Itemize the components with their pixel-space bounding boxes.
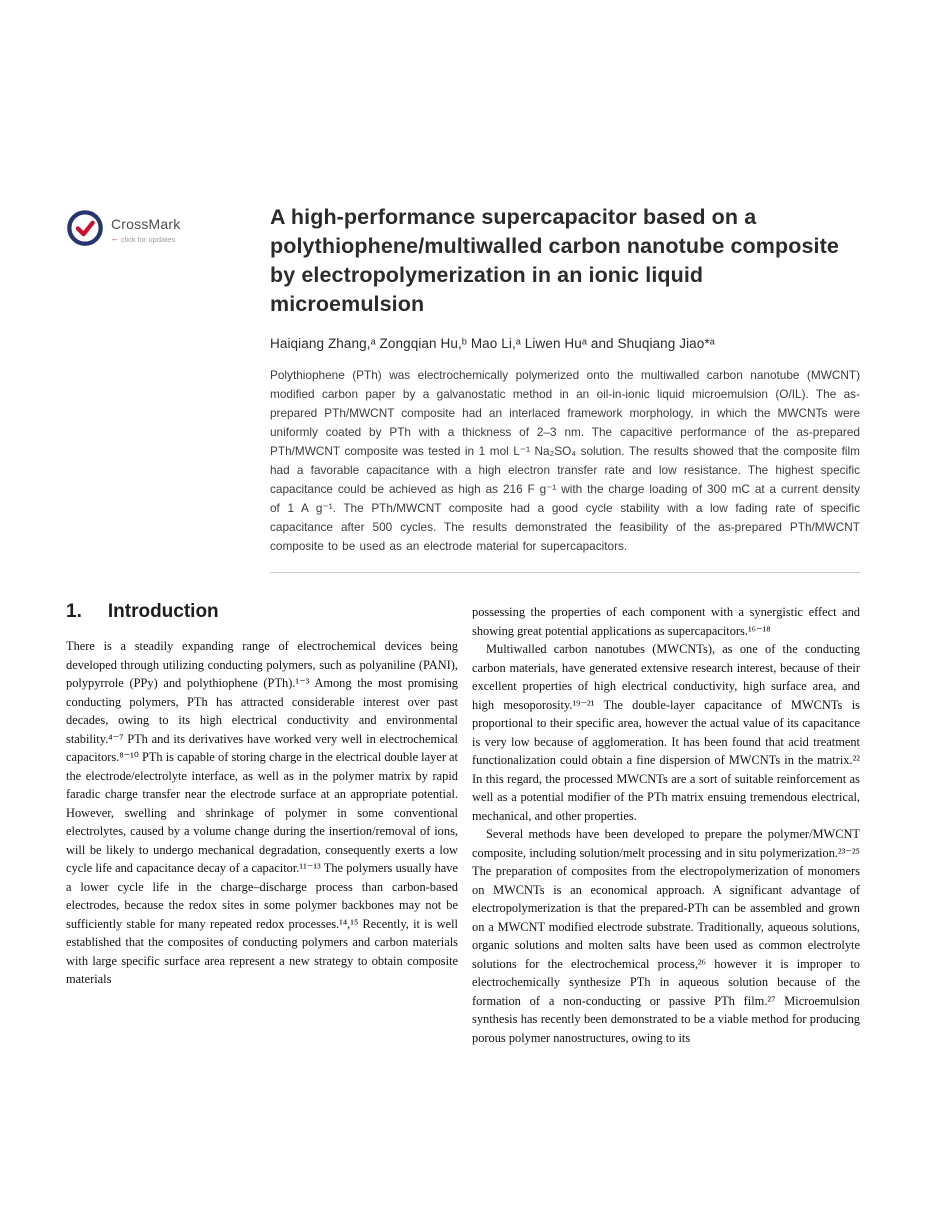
paragraph: Multiwalled carbon nanotubes (MWCNTs), as one of the conducting carbon materials, have generated extensive research interest, because of their excellent properties of high electrical conductivity, high surface area, and high mesoporosity.¹⁹⁻²¹ The double-layer capacitance of MWCNTs is proportional to their specific area, however the actual value of its capacitance is very low because of agglomeration. It has been found that acid treatment functionalization could obtain a fine dispersion of MWCNTs in the matrix.²² In this regard, the processed MWCNTs are a sort of suitable reinforcement as well as a potential modifier of the PTh matrix ensuing tremendous electrical, mechanical, and other properties. (472, 642, 860, 823)
introduction-section (66, 601, 860, 1047)
left-column-text (66, 637, 458, 989)
paragraph: possessing the properties of each component with a synergistic effect and showing great potential applications as supercapacitors.¹⁶⁻¹⁸ (472, 605, 860, 638)
authors-line: Haiqiang Zhang,ᵃ Zongqian Hu,ᵇ Mao Li,ᵃ Liwen Huᵃ and Shuqiang Jiao*ᵃ (270, 336, 715, 351)
paragraph: There is a steadily expanding range of electrochemical devices being developed through utilizing conducting polymers, such as polyaniline (PANI), polypyrrole (PPy) and polythiophene (PTh).¹⁻³ Among the most promising conducting polymers, PTh has attracted considerable interest over past decades, owing to its high electrical conductivity and environmental stability.⁴⁻⁷ PTh and its derivatives have worked very well in electrochemical capacitors.⁸⁻¹⁰ PTh is capable of storing charge in the electrical double layer at the electrode/electrolyte interface, as well as in the polymer matrix by rapid faradic charge transfer near the electrode surface at an appropriate potential. However, swelling and shrinkage of polymer in some conventional electrolytes, caused by a volume change during the insertion/removal of ions, will be likely to undergo mechanical degradation, consequently exerts a low cycle life and capacitance decay of a capacitor.¹¹⁻¹³ The polymers usually have a lower cycle life in the charge–discharge process than carbon-based electrodes, because the redox sites in some polymer backbones may not be sufficiently stable for many repeated redox processes.¹⁴,¹⁵ Recently, it is well established that the composites of conducting polymers and carbon materials with large specific surface area represent a new strategy to obtain composite materials (66, 639, 458, 986)
crossmark-name: CrossMark (111, 215, 181, 232)
abstract-text: Polythiophene (PTh) was electrochemically polymerized onto the multiwalled carbon nanotube (MWCNT) modified carbon paper by a galvanostatic method in an oil-in-ionic liquid microemulsion (O/IL). The as-prepared PTh/MWCNT composite had an interlaced framework morphology, in which the MWCNTs were uniformly coated by PTh with a thickness of 2–3 nm. The capacitive performance of the as-prepared PTh/MWCNT composite was tested in 1 mol L⁻¹ Na₂SO₄ solution. The results showed that the composite film had a favorable capacitance with a high electron transfer rate and low resistance. The highest specific capacitance could be achieved as high as 216 F g⁻¹ with the charge loading of 300 mC at a current density of 1 A g⁻¹. The PTh/MWCNT composite had a good cycle stability with a low fading rate of specific capacitance after 500 cycles. The results demonstrated the feasibility of the as-prepared PTh/MWCNT composite to be used as an electrode material for supercapacitors. (270, 368, 860, 553)
article-header (66, 203, 860, 573)
paragraph: Several methods have been developed to prepare the polymer/MWCNT composite, including solution/melt processing and in situ polymerization.²³⁻²⁵ The preparation of composites from the electropolymerization of monomers on MWCNTs is an economical approach. A significant advantage of electropolymerization is that the prepared-PTh can be assembled and grown on a MWCNT modified electrode substrate. Traditionally, aqueous solutions, organic solutions and molten salts have been used as common electrolyte solutions for the electrochemical process,²⁶ however it is improper to electrochemically synthesize PTh in aqueous solution because of the formation of a non-conducting or passive PTh film.²⁷ Microemulsion synthesis has recently been demonstrated to be a viable method for producing porous polymer nanostructures, owing to its (472, 827, 860, 1045)
section-title: Introduction (107, 601, 219, 622)
tagline-arrow-icon: ← (111, 234, 119, 244)
crossmark-badge[interactable] (66, 209, 180, 252)
badge-column (66, 203, 270, 252)
crossmark-tagline-text: click for updates (121, 234, 176, 244)
crossmark-tagline (111, 235, 180, 244)
crossmark-text (111, 217, 180, 244)
right-column (472, 601, 860, 1047)
section-number: 1. (66, 601, 82, 622)
left-column (66, 601, 458, 1047)
page-content (66, 203, 860, 1047)
title-column (270, 203, 860, 573)
section-heading (66, 601, 458, 623)
article-title: A high-performance supercapacitor based on a polythiophene/multiwalled carbon nanotube composite by electropolymerization in an ionic liquid microemulsion (270, 205, 839, 316)
crossmark-icon (66, 209, 104, 252)
abstract-divider (270, 572, 860, 573)
right-column-text (472, 603, 860, 1047)
